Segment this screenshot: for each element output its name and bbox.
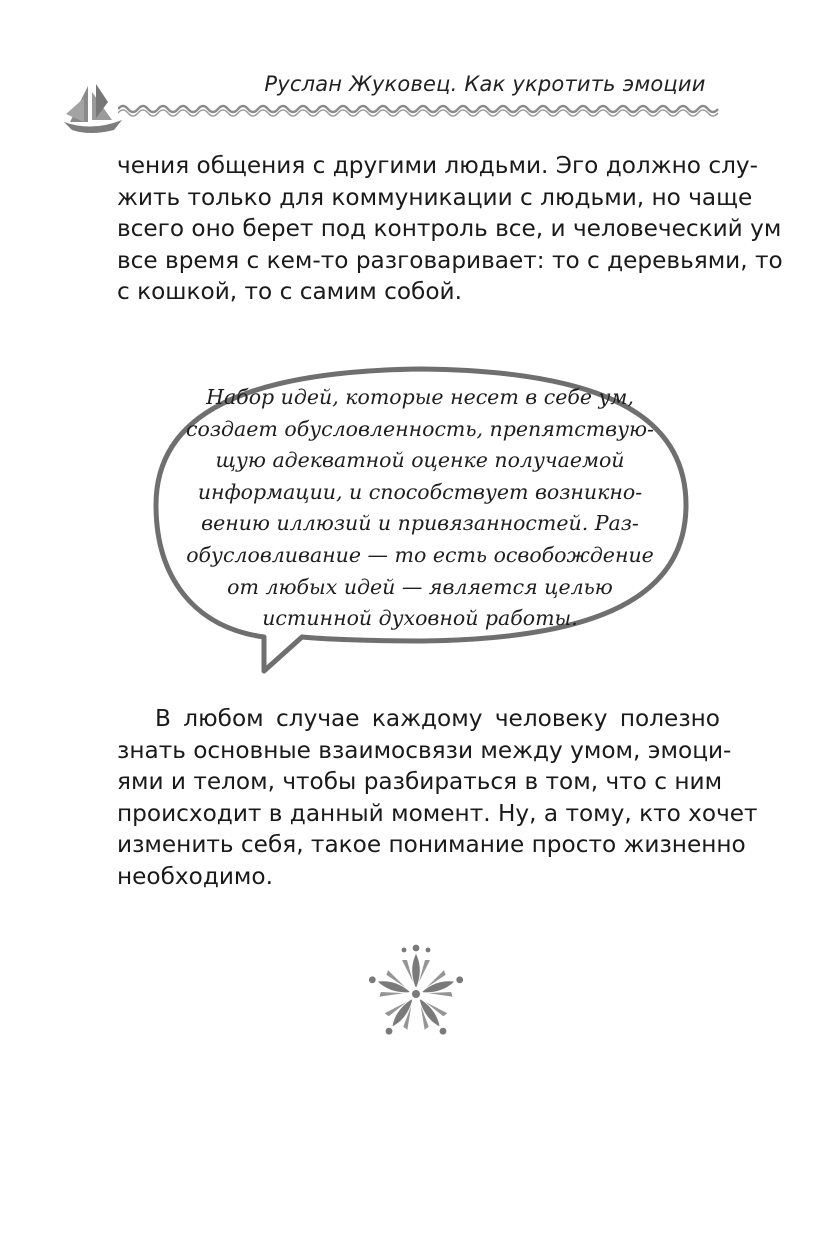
quote-line: от любых идей — является целью bbox=[227, 574, 613, 599]
quote-line: обусловливание — то есть освобождение bbox=[186, 542, 654, 567]
paragraph-line: жить только для коммуникации с людьми, но чаще bbox=[117, 183, 753, 211]
paragraph-line: все время с кем-то разговаривает: то с деревьями, то bbox=[117, 246, 783, 274]
quote-line: истинной духовной работы. bbox=[262, 606, 578, 631]
paragraph-line: В любом случае каждому человеку полезно bbox=[155, 705, 720, 732]
wave-rule-icon bbox=[118, 100, 720, 118]
quote-line: информации, и способствует возникно- bbox=[197, 479, 643, 504]
body-paragraph-1 bbox=[117, 150, 783, 308]
quote-block bbox=[180, 382, 660, 635]
quote-line: вению иллюзий и привязанностей. Раз- bbox=[201, 511, 639, 536]
quote-line: Набор идей, которые несет в себе ум, bbox=[206, 385, 634, 409]
paragraph-line: происходит в данный момент. Ну, а тому, кто хочет bbox=[117, 799, 758, 827]
paragraph-line: необходимо. bbox=[117, 862, 273, 890]
paragraph-line: ями и телом, чтобы разбираться в том, что с ним bbox=[117, 768, 723, 796]
body-paragraph-2 bbox=[117, 703, 758, 893]
sailing-ship-icon bbox=[62, 82, 124, 134]
quote-line: щую адекватной оценке получаемой bbox=[215, 448, 625, 473]
paragraph-line: чения общения с другими людьми. Эго должно слу- bbox=[117, 152, 759, 179]
running-header bbox=[0, 0, 827, 140]
star-ornament-icon bbox=[364, 940, 468, 1044]
quote-line: создает обусловленность, препятствую- bbox=[186, 416, 654, 441]
header-title: Руслан Жуковец. Как укротить эмоции bbox=[264, 72, 706, 96]
paragraph-line: знать основные взаимосвязи между умом, эмоци- bbox=[117, 736, 732, 764]
paragraph-line: всего оно берет под контроль все, и человеческий ум bbox=[117, 215, 782, 243]
paragraph-line: изменить себя, такое понимание просто жизненно bbox=[117, 831, 746, 859]
paragraph-line: с кошкой, то с самим собой. bbox=[117, 278, 462, 306]
